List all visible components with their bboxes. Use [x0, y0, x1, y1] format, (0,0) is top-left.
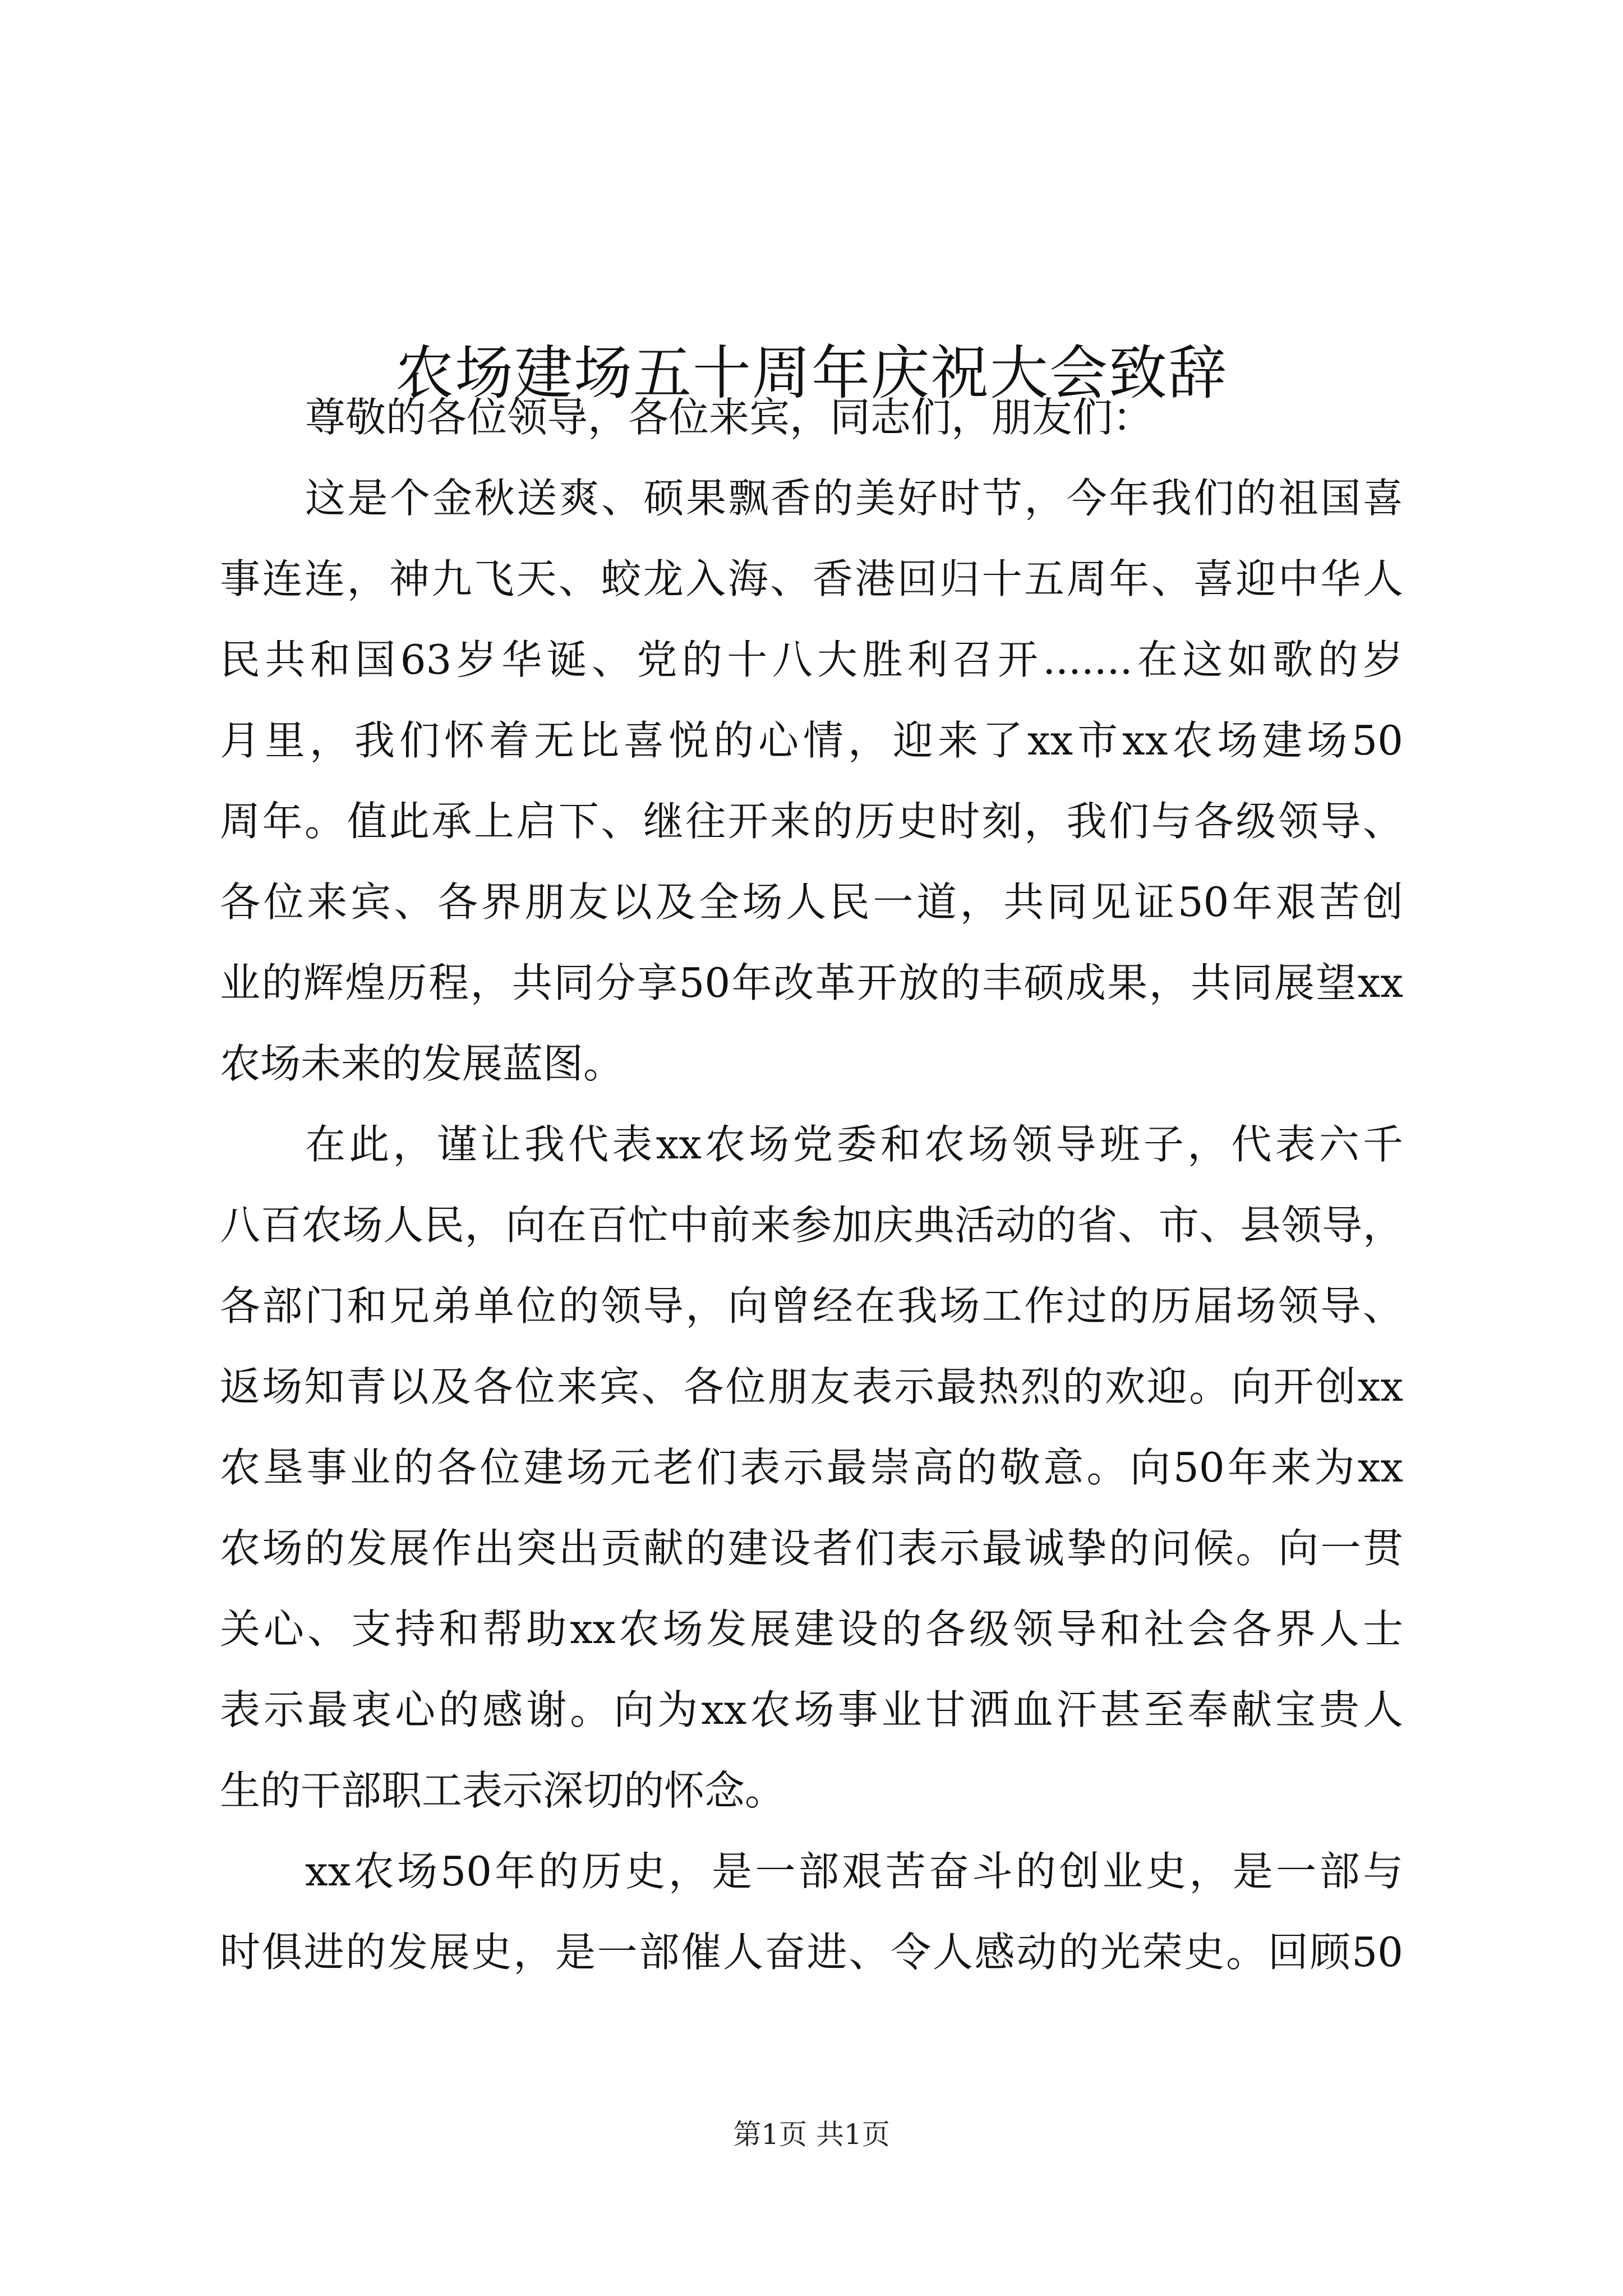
paragraph-line: 事连连，神九飞天、蛟龙入海、香港回归十五周年、喜迎中华人 [220, 555, 1403, 602]
paragraph-line: 农场的发展作出突出贡献的建设者们表示最诚挚的问候。向一贯 [220, 1525, 1403, 1572]
page-footer: 第1页 共1页 [733, 2118, 890, 2151]
paragraph-line: 八百农场人民，向在百忙中前来参加庆典活动的省、市、县领导， [220, 1202, 1403, 1249]
paragraph-line: 各部门和兄弟单位的领导，向曾经在我场工作过的历届场领导、 [220, 1282, 1403, 1329]
paragraph-line: 生的干部职工表示深切的怀念。 [220, 1767, 786, 1814]
paragraph-line: 周年。值此承上启下、继往开来的历史时刻，我们与各级领导、 [220, 798, 1403, 845]
greeting-line: 尊敬的各位领导，各位来宾，同志们，朋友们： [305, 394, 1154, 441]
document-title: 农场建场五十周年庆祝大会致辞 [395, 338, 1228, 407]
paragraph-line: 农场未来的发展蓝图。 [220, 1040, 624, 1087]
paragraph-line: 业的辉煌历程，共同分享50年改革开放的丰硕成果，共同展望xx [220, 959, 1403, 1006]
document-body [220, 377, 1403, 1993]
greeting-paragraph [220, 377, 1403, 458]
paragraph-line: 各位来宾、各界朋友以及全场人民一道，共同见证50年艰苦创 [220, 878, 1403, 926]
paragraph-2 [220, 1104, 1403, 1831]
paragraph-line: 民共和国63岁华诞、党的十八大胜利召开.......在这如歌的岁 [220, 636, 1403, 683]
paragraph-3 [220, 1831, 1403, 1993]
paragraph-line: 时俱进的发展史，是一部催人奋进、令人感动的光荣史。回顾50 [220, 1929, 1403, 1976]
paragraph-line: xx农场50年的历史，是一部艰苦奋斗的创业史，是一部与 [305, 1848, 1403, 1895]
paragraph-line: 关心、支持和帮助xx农场发展建设的各级领导和社会各界人士 [220, 1605, 1403, 1653]
paragraph-line: 这是个金秋送爽、硕果飘香的美好时节，今年我们的祖国喜 [305, 475, 1403, 522]
paragraph-1 [220, 458, 1403, 1104]
paragraph-line: 表示最衷心的感谢。向为xx农场事业甘洒血汗甚至奉献宝贵人 [220, 1686, 1403, 1733]
paragraph-line: 返场知青以及各位来宾、各位朋友表示最热烈的欢迎。向开创xx [220, 1363, 1403, 1410]
paragraph-line: 在此，谨让我代表xx农场党委和农场领导班子，代表六千 [305, 1121, 1403, 1168]
paragraph-line: 农垦事业的各位建场元老们表示最崇高的敬意。向50年来为xx [220, 1444, 1403, 1491]
paragraph-line: 月里，我们怀着无比喜悦的心情，迎来了xx市xx农场建场50 [220, 717, 1403, 764]
